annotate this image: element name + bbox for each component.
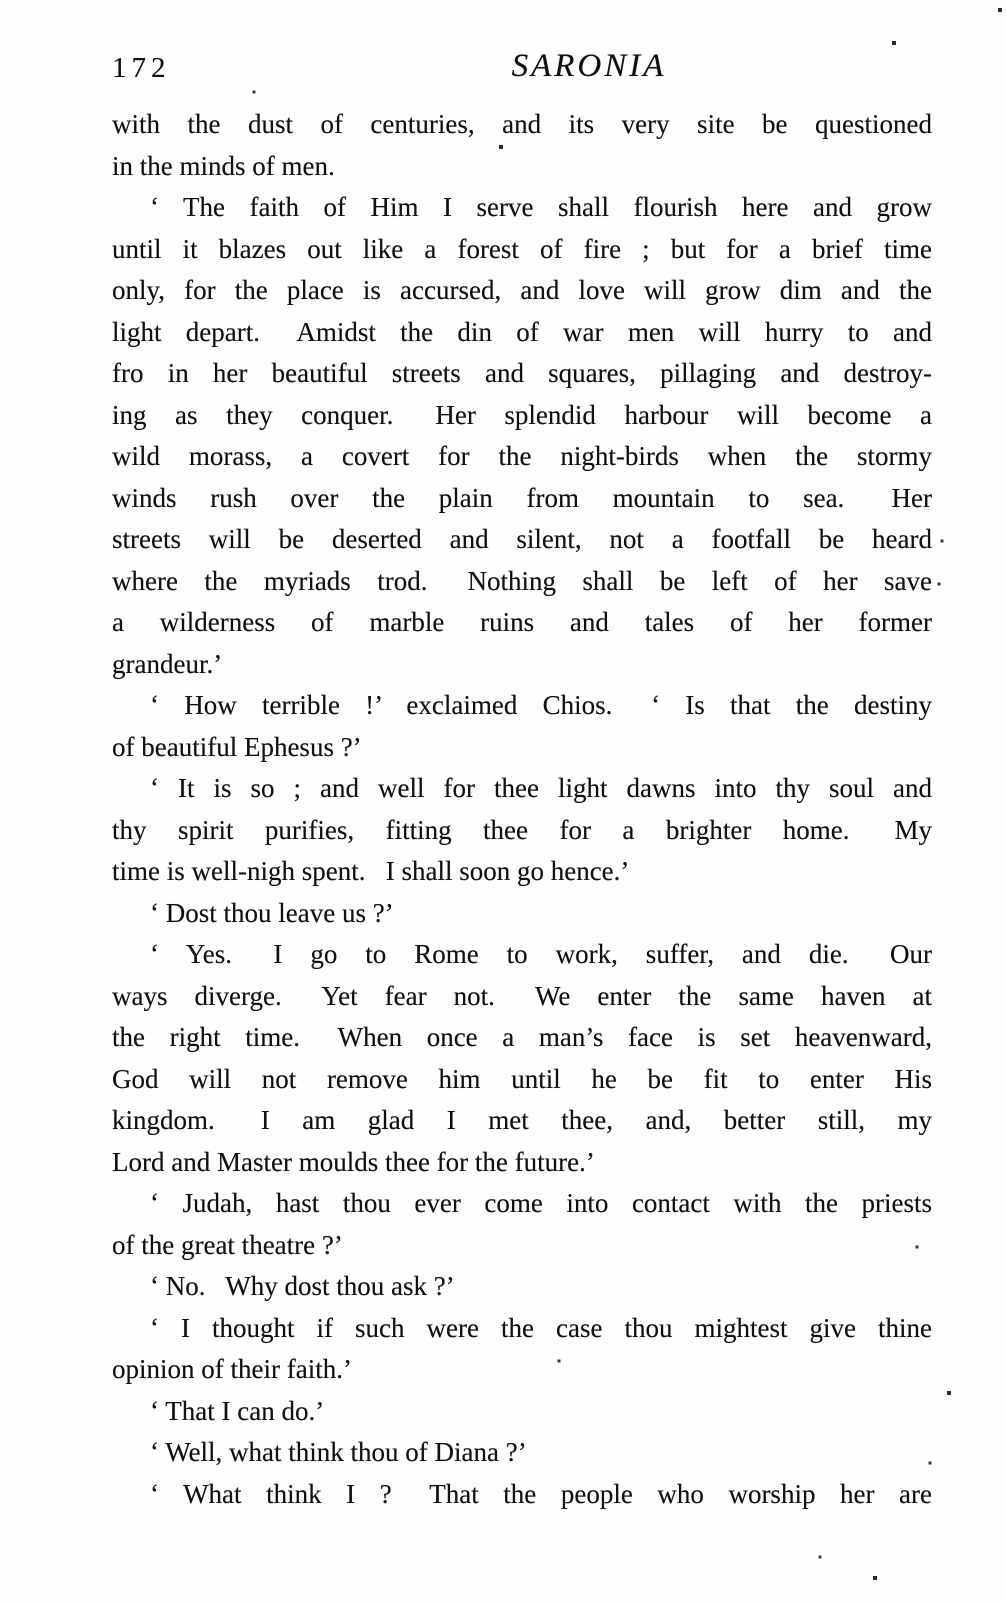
- text-line: grandeur.’: [112, 648, 223, 679]
- text-line: light depart. Amidst the din of war men will hurry to and: [112, 316, 932, 347]
- scan-noise-specks: [0, 0, 2, 2]
- text-line: ‘ Judah, hast thou ever come into contact with the priests: [150, 1188, 932, 1218]
- page-number: 172: [112, 52, 171, 84]
- text-line: ‘ Yes. I go to Rome to work, suffer, and die. Our: [150, 939, 932, 969]
- text-line: of the great theatre ?’: [112, 1229, 343, 1260]
- text-line: the right time. When once a man’s face is set heavenward,: [112, 1022, 932, 1052]
- text-line: ‘ Dost thou leave us ?’: [150, 897, 394, 928]
- text-line: ‘ That I can do.’: [150, 1395, 325, 1426]
- text-line: Lord and Master moulds thee for the future.’: [112, 1146, 595, 1177]
- text-line: ways diverge. Yet fear not. We enter the same haven at: [112, 980, 932, 1011]
- text-line: ‘ No. Why dost thou ask ?’: [150, 1271, 455, 1301]
- text-line: streets will be deserted and silent, not a footfall be heard: [112, 524, 932, 554]
- text-line: with the dust of centuries, and its very site be questioned: [112, 109, 932, 139]
- text-line: ‘ The faith of Him I serve shall flourish here and grow: [150, 192, 932, 222]
- text-line: ‘ How terrible !’ exclaimed Chios. ‘ Is that the destiny: [150, 690, 932, 720]
- text-line: of beautiful Ephesus ?’: [112, 731, 362, 762]
- running-title: SARONIA: [511, 48, 667, 84]
- text-line: ing as they conquer. Her splendid harbour will become a: [112, 399, 932, 430]
- text-line: fro in her beautiful streets and squares, pillaging and destroy-: [112, 358, 932, 388]
- text-line: kingdom. I am glad I met thee, and, better still, my: [112, 1105, 932, 1135]
- text-line: where the myriads trod. Nothing shall be left of her save: [112, 565, 932, 596]
- text-line: wild morass, a covert for the night-birds when the stormy: [112, 441, 932, 471]
- text-line: God will not remove him until he be fit to enter His: [112, 1063, 932, 1094]
- text-line: time is well-nigh spent. I shall soon go hence.’: [112, 856, 630, 886]
- text-line: only, for the place is accursed, and love will grow dim and the: [112, 275, 932, 305]
- text-line: winds rush over the plain from mountain to sea. Her: [112, 482, 932, 513]
- text-line: ‘ I thought if such were the case thou mightest give thine: [150, 1312, 932, 1343]
- text-line: in the minds of men.: [112, 150, 335, 181]
- text-line: until it blazes out like a forest of fire ; but for a brief time: [112, 233, 932, 264]
- text-line: ‘ Well, what think thou of Diana ?’: [150, 1437, 527, 1467]
- text-line: ‘ It is so ; and well for thee light dawns into thy soul and: [150, 773, 932, 803]
- text-line: ‘ What think I ? That the people who worship her are: [150, 1478, 932, 1509]
- text-line: opinion of their faith.’: [112, 1354, 352, 1384]
- text-line: a wilderness of marble ruins and tales of her former: [112, 607, 932, 637]
- text-line: thy spirit purifies, fitting thee for a brighter home. My: [112, 814, 932, 845]
- page-header: [112, 48, 946, 88]
- body-text: [112, 104, 932, 1515]
